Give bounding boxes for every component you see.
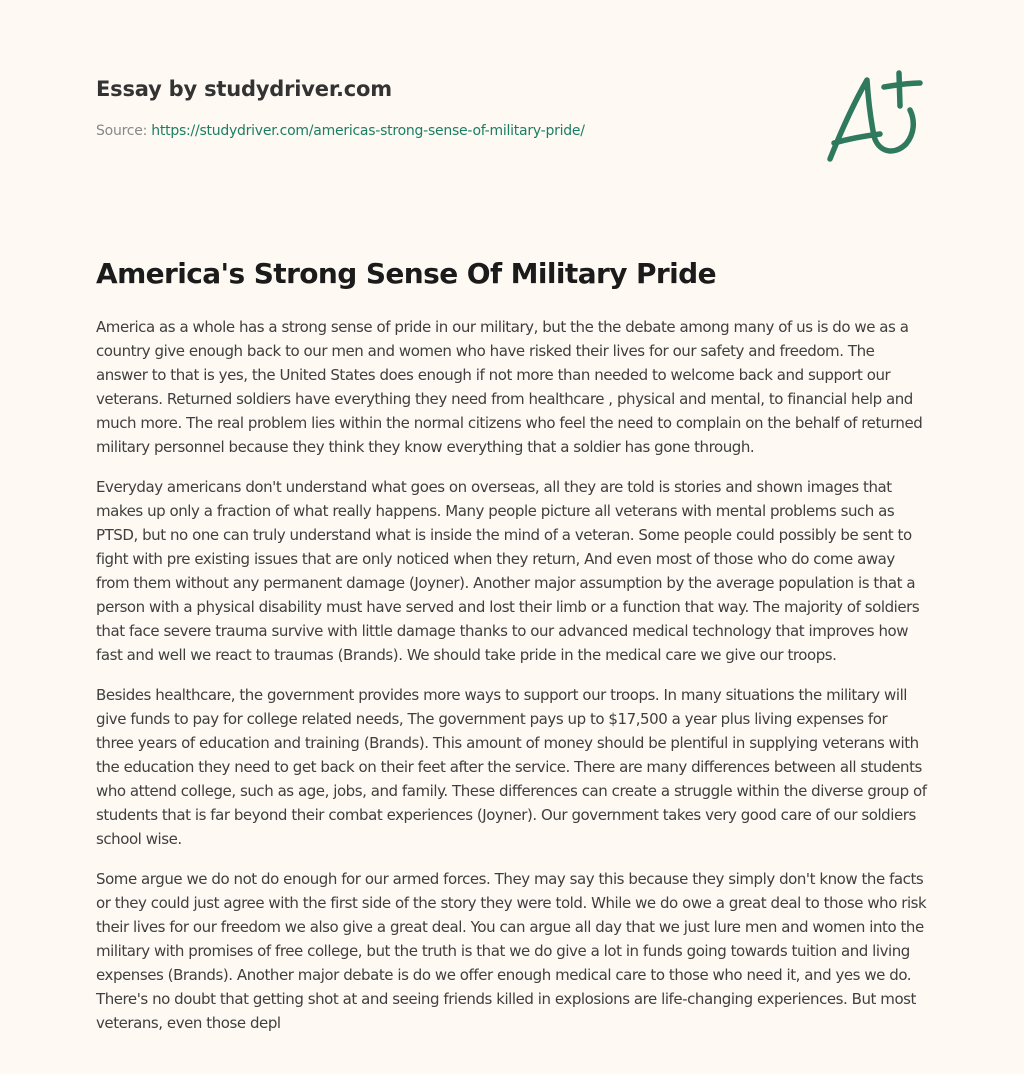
essay-paragraph-4: Some argue we do not do enough for our armed forces. They may say this because they simply don't know the facts or they could just agree with the first side of the story they were told. While we do owe a great deal to those who risk their lives for our freedom we also give a great deal. You can argue all day that we just lure men and women into the military with promises of free college, but the truth is that we do give a lot in funds going towards tuition and living expenses (Brands). Another major debate is do we offer enough medical care to those who need it, and yes we do. There's no doubt that getting shot at and seeing friends killed in explosions are life-changing experiences. But most veterans, even those depl (96, 870, 927, 1032)
a-plus-grade-icon (822, 66, 932, 166)
source-label: Source: (96, 123, 148, 139)
essay-title: America's Strong Sense Of Military Pride (96, 257, 716, 290)
essay-paragraph-3: Besides healthcare, the government provides more ways to support our troops. In many situations the military will give funds to pay for college related needs, The government pays up to $17,500 a year plus living expenses for three years of education and training (Brands). This amount of money should be plentiful in supplying veterans with the education they need to get back on their feet after the service. There are many differences between all students who attend college, such as age, jobs, and family. These differences can create a struggle within the diverse group of students that is far beyond their combat experiences (Joyner). Our government takes very good care of our soldiers school wise. (96, 686, 927, 848)
source-line (96, 121, 796, 141)
essay-paragraph-1: America as a whole has a strong sense of pride in our military, but the the debate among many of us is do we as a country give enough back to our men and women who have risked their lives for our safety and freedom. The answer to that is yes, the United States does enough if not more than needed to welcome back and support our veterans. Returned soldiers have everything they need from healthcare , physical and mental, to financial help and much more. The real problem lies within the normal citizens who feel the need to complain on the behalf of returned military personnel because they think they know everything that a soldier has gone through. (96, 318, 923, 456)
essay-body (96, 315, 928, 1051)
site-title: Essay by studydriver.com (96, 77, 392, 101)
page-header (96, 74, 796, 141)
source-link[interactable]: https://studydriver.com/americas-strong-sense-of-military-pride/ (151, 123, 585, 139)
essay-paragraph-2: Everyday americans don't understand what goes on overseas, all they are told is stories and shown images that makes up only a fraction of what really happens. Many people picture all veterans with mental problems such as PTSD, but no one can truly understand what is inside the mind of a veteran. Some people could possibly be sent to fight with pre existing issues that are only noticed when they return, And even most of those who do come away from them without any permanent damage (Joyner). Another major assumption by the average population is that a person with a physical disability must have served and lost their limb or a function that way. The majority of soldiers that face severe trauma survive with little damage thanks to our advanced medical technology that improves how fast and well we react to traumas (Brands). We should take pride in the medical care we give our troops. (96, 478, 920, 664)
